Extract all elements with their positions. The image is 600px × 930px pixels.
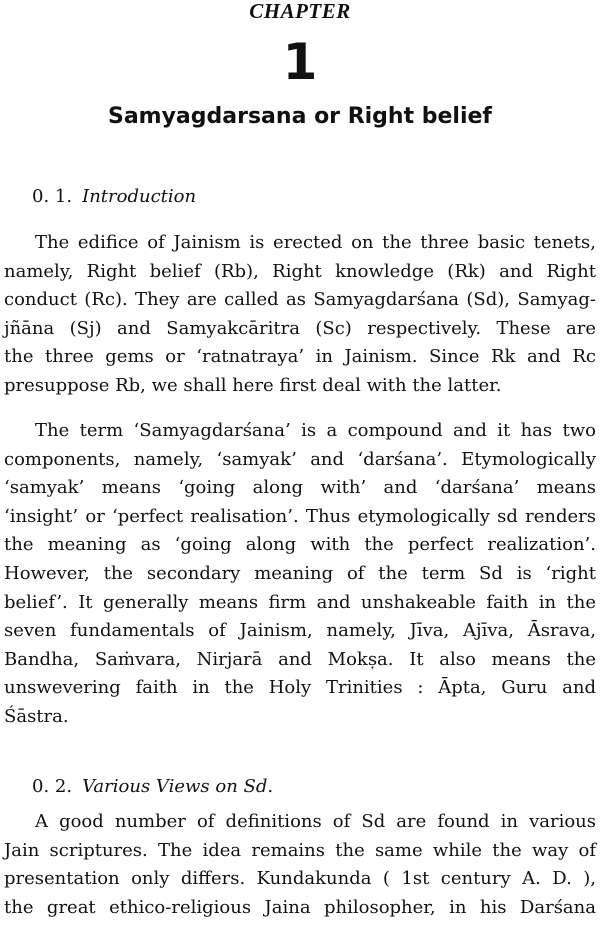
chapter-label: CHAPTER bbox=[249, 0, 351, 23]
paragraph-line: However, the secondary meaning of the term Sd is ‘right bbox=[4, 562, 596, 584]
section-heading-introduction bbox=[32, 185, 196, 209]
paragraph-line: ‘insight’ or ‘perfect realisation’. Thus etymologically sd renders bbox=[4, 505, 596, 527]
paragraph-line: presuppose Rb, we shall here first deal with the latter. bbox=[4, 374, 502, 396]
paragraph-introduction bbox=[4, 229, 596, 401]
paragraph-line: belief’. It generally means firm and unshakeable faith in the bbox=[4, 591, 596, 613]
paragraph-line: jñāna (Sj) and Samyakcāritra (Sc) respectively. These are bbox=[4, 317, 596, 339]
paragraph-line: Bandha, Saṁvara, Nirjarā and Mokṣa. It also means the bbox=[4, 648, 596, 670]
paragraph-line: conduct (Rc). They are called as Samyagdarśana (Sd), Samyag- bbox=[4, 289, 596, 311]
paragraph-line: components, namely, ‘samyak’ and ‘darśana’. Etymologically bbox=[4, 448, 596, 470]
paragraph-term-samyagdarsana bbox=[4, 417, 596, 732]
paragraph-definitions bbox=[4, 808, 596, 922]
section-number: 0. 2. bbox=[32, 776, 73, 797]
paragraph-line: the meaning as ‘going along with the perfect realization’. bbox=[4, 534, 596, 556]
section-title: Various Views on Sd. bbox=[82, 776, 274, 797]
paragraph-line: namely, Right belief (Rb), Right knowledge (Rk) and Right bbox=[4, 260, 596, 282]
paragraph-line: seven fundamentals of Jainism, namely, Jīva, Ajīva, Āsrava, bbox=[4, 620, 596, 642]
paragraph-line: presentation only differs. Kundakunda ( 1st century A. D. ), bbox=[4, 868, 596, 890]
chapter-number: 1 bbox=[282, 33, 318, 91]
paragraph-line: The term ‘Samyagdarśana’ is a compound and it has two bbox=[35, 420, 596, 441]
paragraph-line: unswevering faith in the Holy Trinities : Āpta, Guru and bbox=[4, 677, 596, 699]
paragraph-line: the great ethico-religious Jaina philosopher, in his Darśana bbox=[4, 896, 596, 918]
paragraph-line: A good number of definitions of Sd are found in various bbox=[35, 811, 596, 832]
section-title: Introduction bbox=[82, 186, 197, 207]
paragraph-line: Jain scriptures. The idea remains the same while the way of bbox=[4, 839, 596, 861]
section-heading-various-views bbox=[32, 775, 273, 799]
paragraph-line: The edifice of Jainism is erected on the three basic tenets, bbox=[35, 232, 596, 253]
section-number: 0. 1. bbox=[32, 186, 73, 207]
paragraph-line: ‘samyak’ means ‘going along with’ and ‘darśana’ means bbox=[4, 477, 596, 499]
chapter-title: Samyagdarsana or Right belief bbox=[107, 104, 493, 129]
paragraph-line: Śāstra. bbox=[4, 705, 69, 727]
paragraph-line: the three gems or ‘ratnatraya’ in Jainism. Since Rk and Rc bbox=[4, 346, 596, 368]
